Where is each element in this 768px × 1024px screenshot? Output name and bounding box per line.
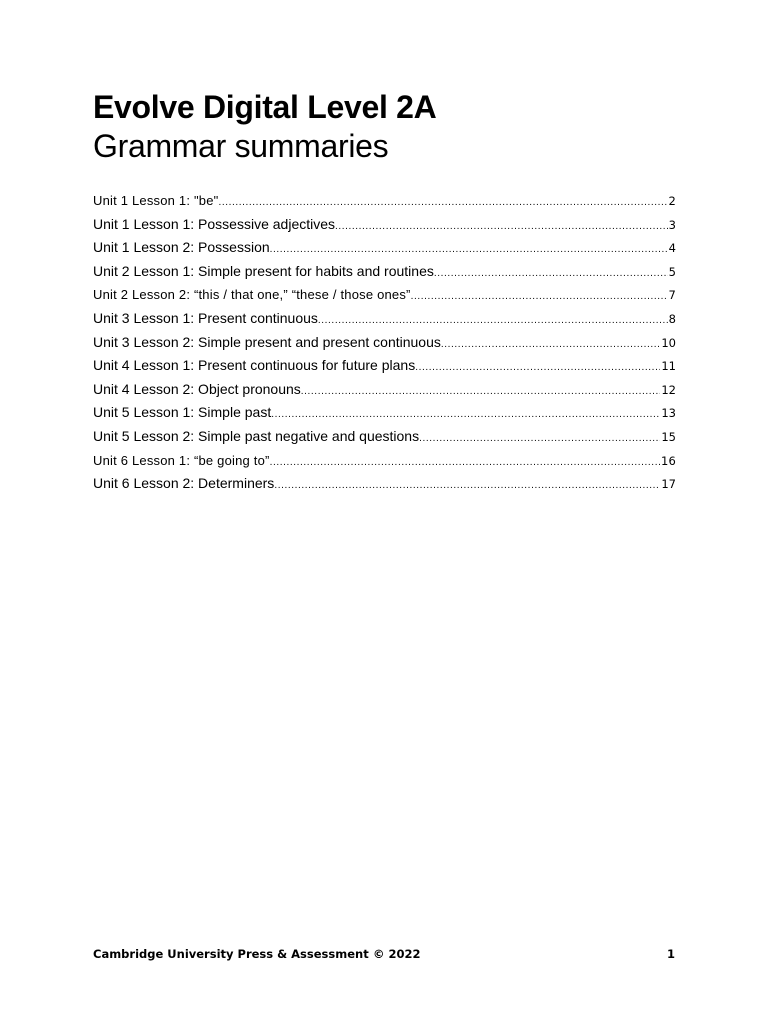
toc-entry[interactable]: [93, 425, 676, 449]
toc-entry-page: 7: [668, 288, 676, 303]
toc-entry-label: Unit 3 Lesson 2: Simple present and present continuous: [93, 333, 441, 350]
toc-entry-label: Unit 3 Lesson 1: Present continuous: [93, 309, 318, 326]
toc-dot-leader: [335, 215, 668, 237]
toc-entry-label: Unit 2 Lesson 2: “this / that one,” “these / those ones”: [93, 287, 411, 303]
toc-dot-leader: [419, 427, 660, 449]
document-subtitle: Grammar summaries: [93, 128, 389, 164]
toc-entry-page: 16: [660, 453, 676, 468]
toc-entry[interactable]: [93, 189, 676, 213]
toc-dot-leader: [218, 191, 667, 213]
toc-entry-page: 11: [661, 359, 676, 374]
toc-entry-page: 17: [661, 477, 676, 492]
toc-entry-page: 2: [668, 194, 676, 208]
toc-entry[interactable]: [93, 449, 676, 473]
toc-entry[interactable]: [93, 213, 676, 237]
toc-entry-label: Unit 5 Lesson 2: Simple past negative and questions: [93, 427, 420, 444]
toc-entry-label: Unit 1 Lesson 1: Possessive adjectives: [93, 215, 336, 232]
toc-dot-leader: [274, 474, 660, 496]
footer-page-number: 1: [666, 947, 675, 961]
toc-entry-label: Unit 6 Lesson 1: “be going to”: [93, 452, 270, 468]
toc-entry-label: Unit 1 Lesson 2: Possession: [93, 239, 270, 256]
toc-dot-leader: [271, 403, 660, 425]
toc-entry[interactable]: [93, 307, 676, 331]
toc-entry[interactable]: [93, 236, 676, 260]
toc-entry-label: Unit 5 Lesson 1: Simple past: [93, 404, 272, 421]
toc-entry-label: Unit 4 Lesson 1: Present continuous for future plans: [93, 357, 416, 374]
toc-entry[interactable]: [93, 472, 676, 496]
document-title: Evolve Digital Level 2A: [93, 89, 437, 125]
toc-entry[interactable]: [93, 354, 676, 378]
toc-dot-leader: [411, 285, 668, 307]
toc-entry-label: Unit 2 Lesson 1: Simple present for habits and routines: [93, 262, 434, 279]
toc-entry-page: 4: [668, 241, 676, 256]
toc-dot-leader: [441, 333, 660, 355]
toc-entry[interactable]: [93, 260, 676, 284]
table-of-contents: [93, 189, 676, 496]
toc-entry-page: 13: [661, 406, 676, 421]
toc-entry[interactable]: [93, 283, 676, 307]
toc-entry-page: 12: [661, 382, 676, 397]
toc-entry[interactable]: [93, 401, 676, 425]
footer-publisher: Cambridge University Press & Assessment: [93, 947, 369, 961]
toc-entry-page: 8: [668, 311, 676, 326]
toc-dot-leader: [318, 309, 668, 331]
toc-entry-page: 5: [668, 264, 676, 279]
toc-dot-leader: [415, 356, 660, 378]
footer-copyright: © 2022: [373, 947, 421, 961]
toc-entry[interactable]: [93, 331, 676, 355]
toc-dot-leader: [434, 262, 668, 284]
toc-dot-leader: [270, 238, 668, 260]
toc-entry-label: Unit 6 Lesson 2: Determiners: [93, 475, 275, 492]
toc-dot-leader: [301, 380, 661, 402]
toc-entry-page: 10: [661, 335, 676, 350]
toc-entry-page: 3: [668, 217, 676, 232]
toc-entry-label: Unit 1 Lesson 1: "be": [93, 193, 219, 208]
toc-entry-page: 15: [661, 429, 676, 444]
toc-dot-leader: [270, 451, 660, 473]
toc-entry[interactable]: [93, 378, 676, 402]
toc-entry-label: Unit 4 Lesson 2: Object pronouns: [93, 380, 301, 397]
